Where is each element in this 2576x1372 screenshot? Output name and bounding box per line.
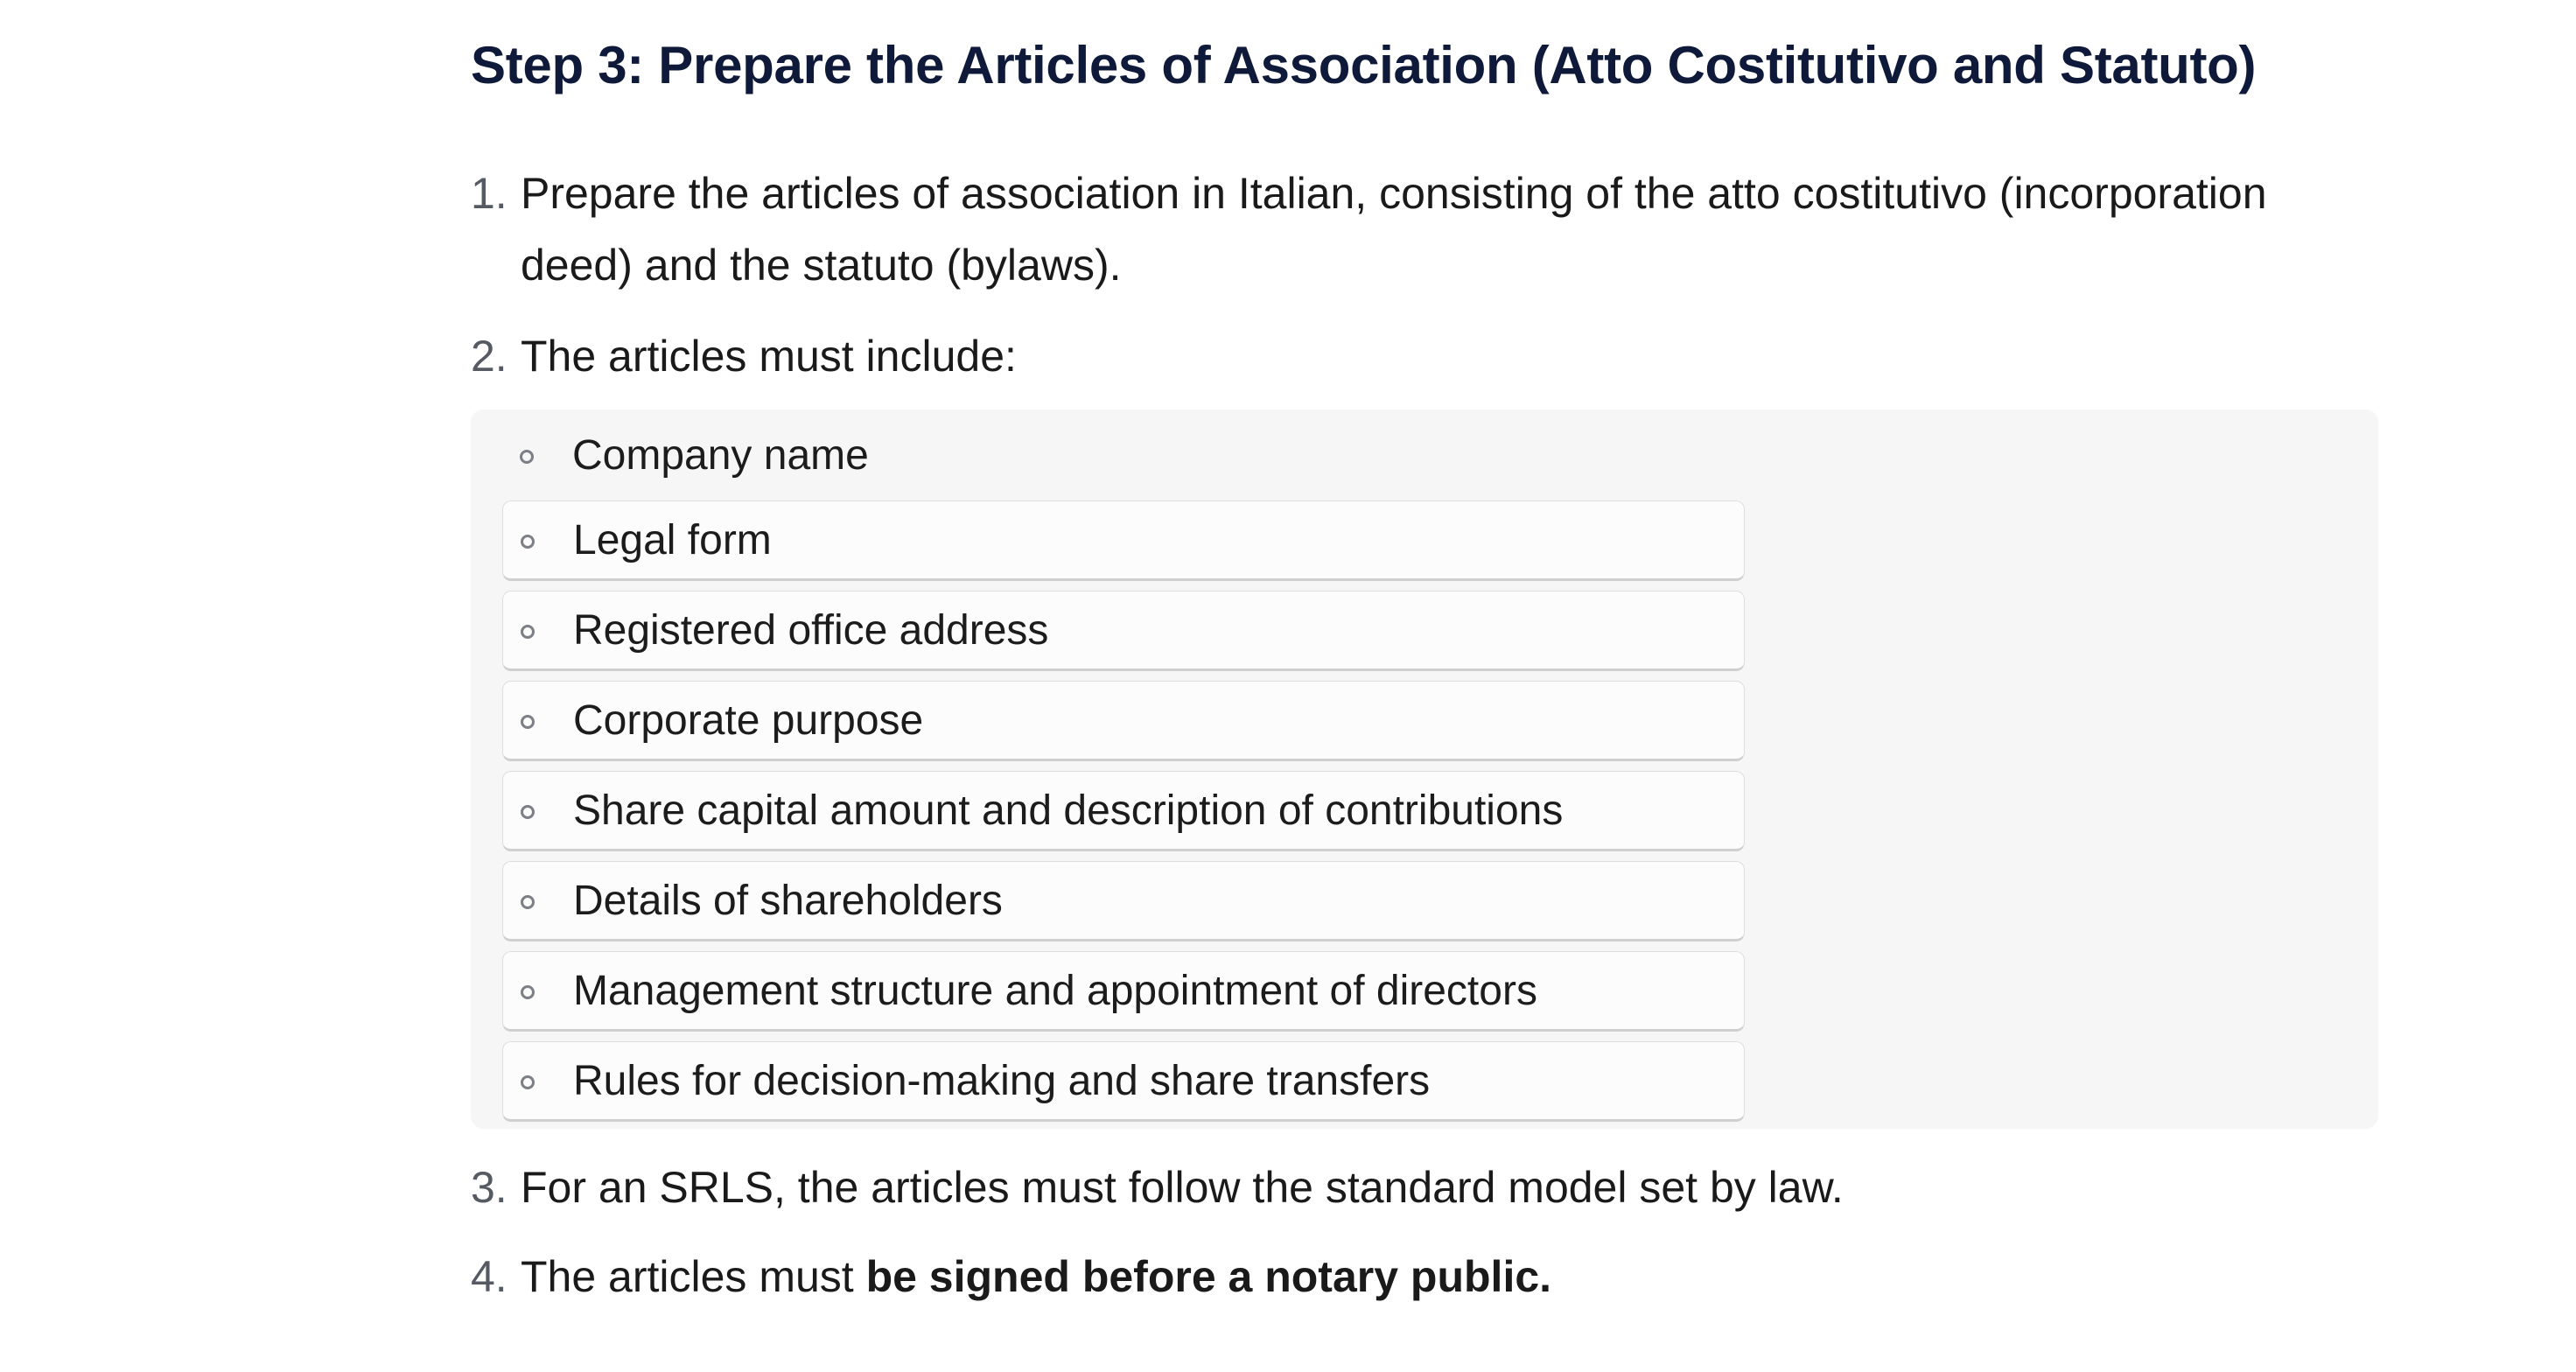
bullet-item-label: Details of shareholders — [573, 878, 1003, 924]
bullet-item-corporate-purpose — [502, 681, 1745, 761]
list-item-text: For an SRLS, the articles must follow the standard model set by law. — [521, 1163, 1844, 1212]
list-number: 1. — [471, 169, 508, 218]
list-number: 4. — [471, 1252, 508, 1301]
bullet-circle-icon — [521, 535, 535, 549]
bullet-item-label: Share capital amount and description of contributions — [573, 788, 1564, 834]
bullet-item-company-name — [502, 416, 1745, 497]
bullet-item-share-capital — [502, 771, 1745, 851]
bullet-item-management — [502, 951, 1745, 1032]
ordered-list-item-1 — [471, 158, 2361, 301]
bullet-item-shareholders — [502, 861, 1745, 942]
ordered-list-item-4 — [471, 1241, 2361, 1312]
bullet-item-label: Registered office address — [573, 607, 1049, 654]
bullet-item-registered-office — [502, 591, 1745, 671]
bullet-circle-icon — [521, 625, 535, 639]
list-item-text — [471, 1241, 2361, 1312]
bullet-circle-icon — [520, 450, 534, 464]
list-item-text: Prepare the articles of association in Italian, consisting of the atto costitutivo (incorporation deed) and the statuto (bylaws). — [521, 169, 2267, 290]
bullet-circle-icon — [521, 1075, 535, 1089]
bullet-circle-icon — [521, 985, 535, 999]
ordered-list-item-3 — [471, 1152, 2361, 1223]
bullet-item-label: Management structure and appointment of directors — [573, 968, 1537, 1014]
list-number: 2. — [471, 332, 508, 381]
bullet-item-legal-form — [502, 500, 1745, 581]
bullet-item-label: Rules for decision-making and share transfers — [573, 1058, 1431, 1104]
bullet-circle-icon — [521, 895, 535, 909]
list-item-text-bold: be signed before a notary public. — [865, 1252, 1552, 1301]
bullet-item-label: Corporate purpose — [573, 697, 924, 744]
list-item-text-plain: The articles must — [521, 1252, 866, 1301]
step-heading: Step 3: Prepare the Articles of Association (Atto Costitutivo and Statuto) — [471, 36, 2257, 94]
bullet-item-label: Legal form — [573, 517, 772, 564]
ordered-list-item-2 — [471, 320, 2361, 392]
list-item-text: The articles must include: — [521, 332, 1017, 381]
bullet-circle-icon — [521, 805, 535, 819]
required-items-panel — [471, 410, 2378, 1129]
list-number: 3. — [471, 1163, 508, 1212]
bullet-item-decision-rules — [502, 1041, 1745, 1122]
bullet-item-label: Company name — [572, 432, 869, 479]
bullet-circle-icon — [521, 715, 535, 729]
